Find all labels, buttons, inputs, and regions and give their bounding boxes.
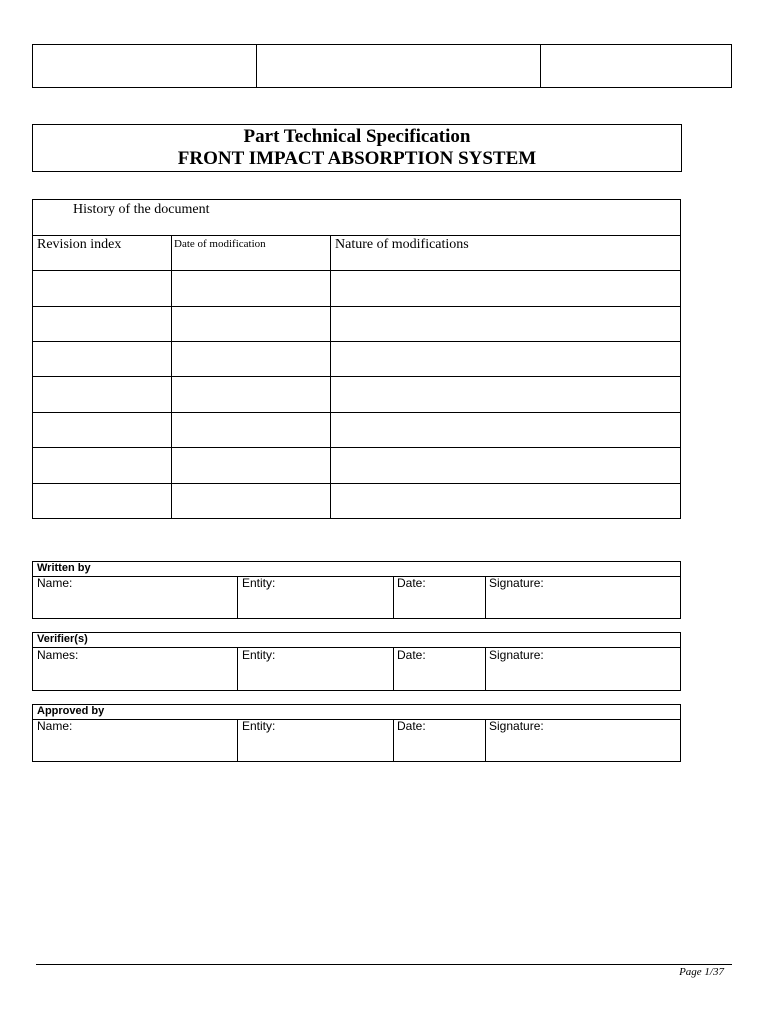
header-box [32,44,732,88]
approved-by-block [32,704,681,762]
signature-field-label: Signature: [489,719,544,733]
signature-field-label: Signature: [489,648,544,662]
date-field-label: Date: [397,576,426,590]
field-divider [237,576,238,618]
entity-field-label: Entity: [242,576,276,590]
column-header-date-of-modification: Date of modification [174,238,266,250]
names-field-label: Names: [37,648,79,662]
title-box [32,124,682,172]
field-divider [393,576,394,618]
history-table [32,199,681,519]
date-field-label: Date: [397,719,426,733]
footer-rule [36,964,732,965]
field-divider [485,647,486,690]
document-title: Part Technical Specification [243,126,471,147]
date-field-label: Date: [397,648,426,662]
header-divider [256,45,257,87]
entity-field-label: Entity: [242,648,276,662]
approved-by-header: Approved by [33,705,680,720]
column-header-revision-index: Revision index [37,237,122,252]
table-row [33,270,680,271]
header-divider [540,45,541,87]
table-row [33,412,680,413]
field-divider [485,719,486,761]
field-divider [393,647,394,690]
field-divider [485,576,486,618]
table-row [33,447,680,448]
written-by-header: Written by [33,562,680,577]
verifiers-block [32,632,681,691]
verifiers-header: Verifier(s) [33,633,680,648]
table-row [33,483,680,484]
name-field-label: Name: [37,719,73,733]
signature-field-label: Signature: [489,576,544,590]
table-row [33,306,680,307]
field-divider [237,647,238,690]
field-divider [393,719,394,761]
entity-field-label: Entity: [242,719,276,733]
table-row [33,341,680,342]
field-divider [237,719,238,761]
history-title: History of the document [73,202,210,217]
table-row [33,376,680,377]
page-number: Page 1/37 [679,966,724,978]
written-by-block [32,561,681,619]
document-subtitle: FRONT IMPACT ABSORPTION SYSTEM [177,148,537,169]
column-header-nature-of-modifications: Nature of modifications [335,237,469,252]
name-field-label: Name: [37,576,73,590]
